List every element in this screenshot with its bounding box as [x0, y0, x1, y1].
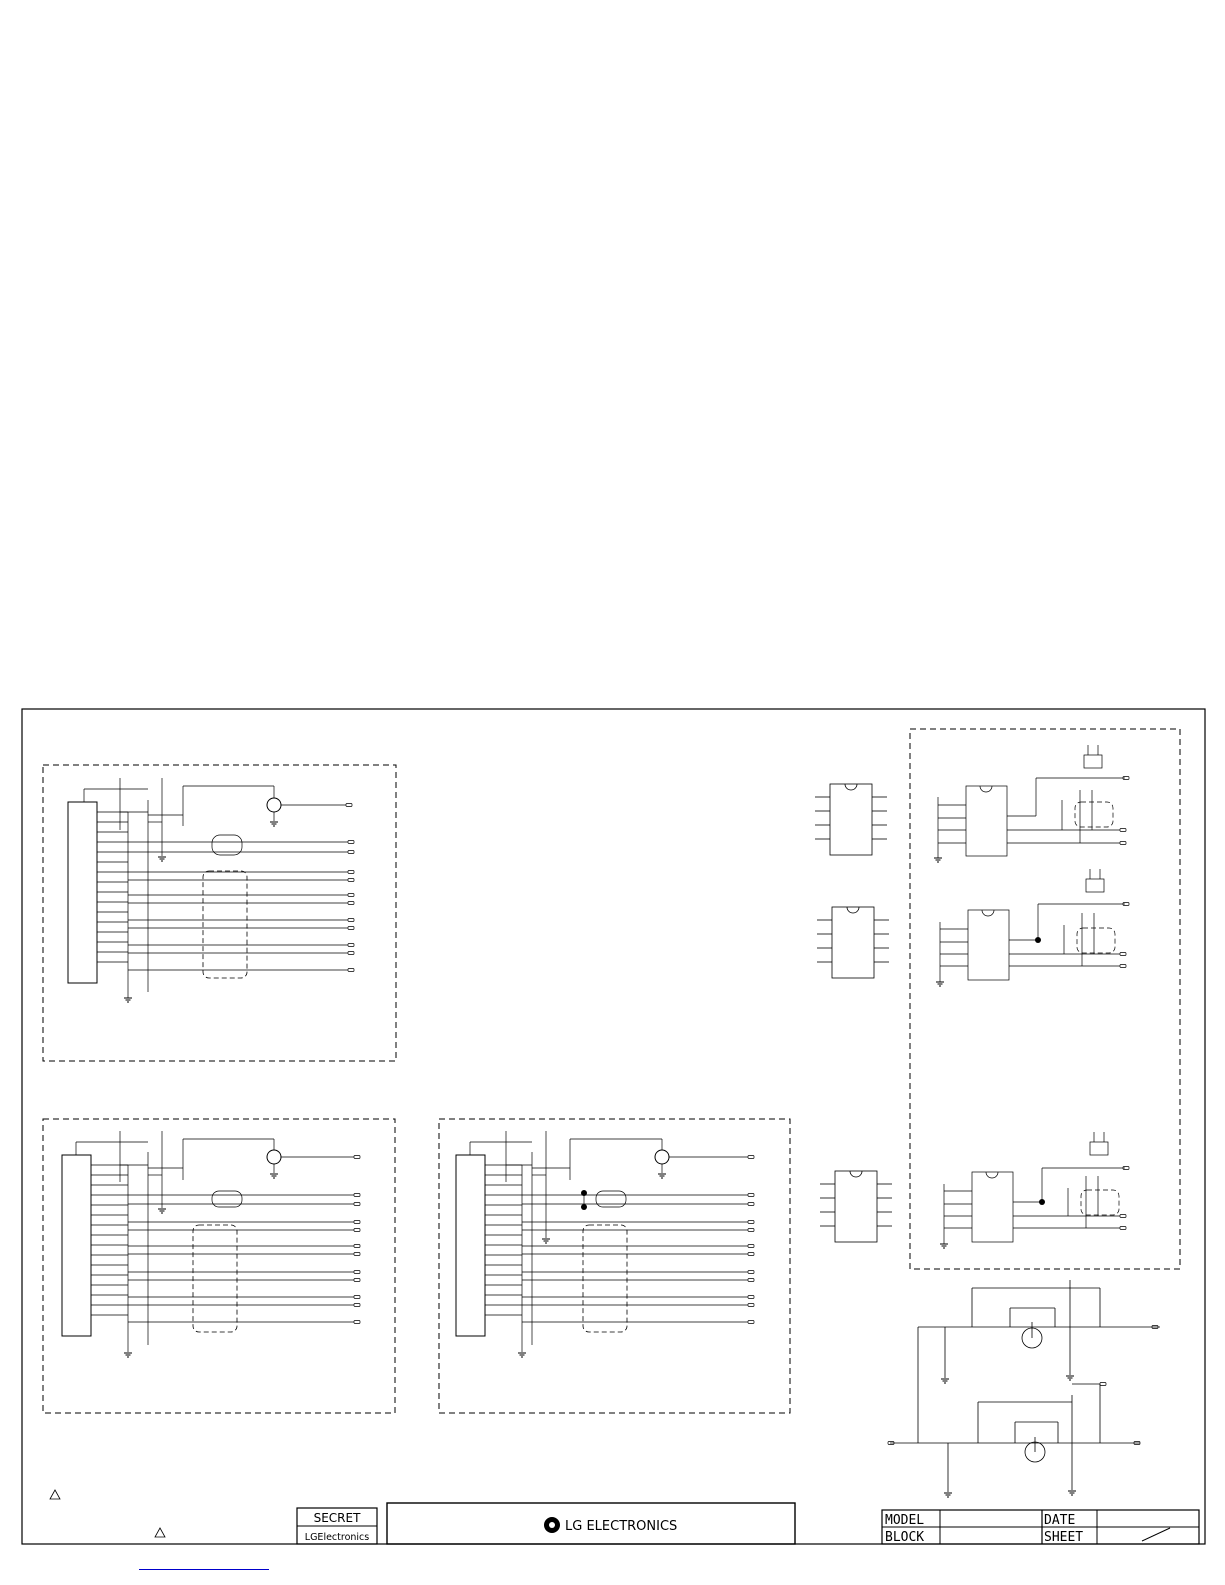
secret-label: SECRET: [313, 1511, 361, 1525]
eeprom-ic-3: [820, 1171, 892, 1242]
regulator-circuit: [890, 1280, 1160, 1492]
drawing-frame: [22, 709, 1205, 1544]
connector-body: [68, 802, 97, 983]
footer-link[interactable]: [139, 1569, 269, 1570]
hdmi-block-bottom-middle: [439, 1119, 790, 1413]
eeprom-ic-2: [817, 907, 889, 978]
company-small-label: LGElectronics: [304, 1532, 370, 1543]
model-label: MODEL: [885, 1513, 925, 1528]
secret-box: [297, 1508, 377, 1544]
connector-body: [62, 1155, 91, 1336]
date-label: DATE: [1044, 1513, 1076, 1528]
warning-icon: [50, 1490, 60, 1499]
warning-icon: [155, 1528, 165, 1537]
company-logo-text: LG ELECTRONICS: [565, 1519, 678, 1534]
edid-block-right: [910, 729, 1180, 1269]
company-logo-box: [387, 1503, 795, 1544]
sheet-label: SHEET: [1044, 1530, 1084, 1545]
connector-body: [456, 1155, 485, 1336]
title-block-grid: [882, 1510, 1199, 1544]
hdmi-block-top-left: [43, 765, 396, 1061]
hdmi-block-bottom-left: [43, 1119, 395, 1413]
eeprom-ic-1: [815, 784, 887, 855]
block-label: BLOCK: [885, 1530, 925, 1545]
